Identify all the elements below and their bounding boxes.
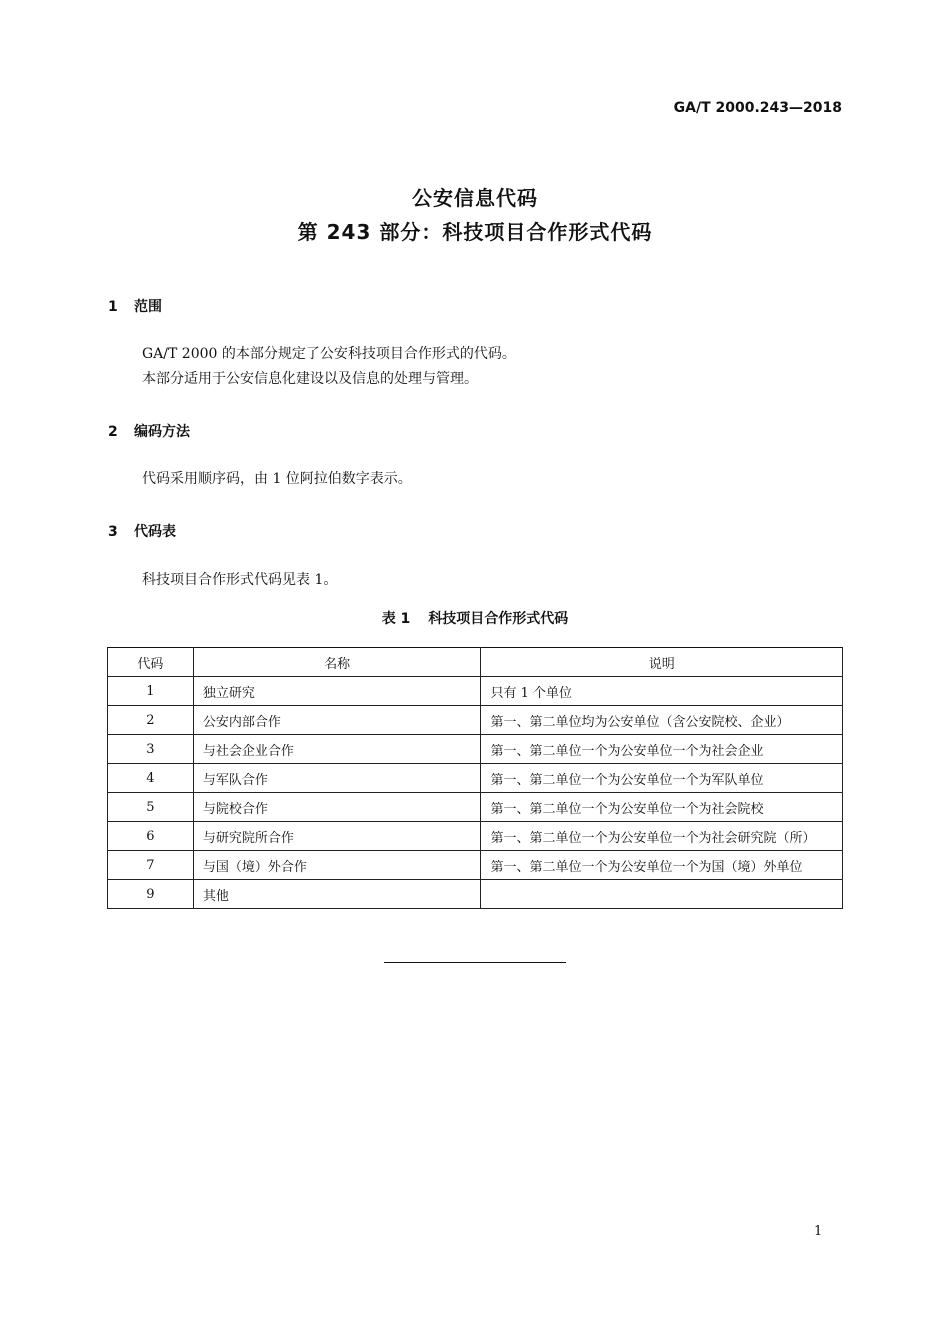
header-name: 名称 xyxy=(193,648,481,677)
table-row xyxy=(108,677,843,706)
table-row xyxy=(108,764,843,793)
table-row xyxy=(108,735,843,764)
paragraph: 本部分适用于公安信息化建设以及信息的处理与管理。 xyxy=(142,371,478,387)
cell-code: 2 xyxy=(108,706,194,735)
table-row xyxy=(108,822,843,851)
cell-code: 7 xyxy=(108,851,194,880)
section-number: 1 xyxy=(108,299,118,315)
table-header-row xyxy=(108,648,843,677)
cell-code: 9 xyxy=(108,880,194,909)
table-caption-number: 表 1 xyxy=(381,611,411,627)
cell-name: 独立研究 xyxy=(193,677,481,706)
header-description: 说明 xyxy=(481,648,843,677)
table-row xyxy=(108,851,843,880)
section-title: 编码方法 xyxy=(134,424,190,440)
cell-code: 6 xyxy=(108,822,194,851)
table-caption-title: 科技项目合作形式代码 xyxy=(428,611,569,627)
cell-description: 第一、第二单位一个为公安单位一个为军队单位 xyxy=(481,764,843,793)
cell-name: 其他 xyxy=(193,880,481,909)
cell-code: 4 xyxy=(108,764,194,793)
header-code: 代码 xyxy=(108,648,194,677)
section-heading-scope xyxy=(108,296,162,316)
section-heading-code-table xyxy=(108,521,176,541)
table-row xyxy=(108,706,843,735)
paragraph: 代码采用顺序码，由 1 位阿拉伯数字表示。 xyxy=(142,471,412,487)
end-rule xyxy=(384,962,566,963)
cell-name: 公安内部合作 xyxy=(193,706,481,735)
cell-description: 只有 1 个单位 xyxy=(481,677,843,706)
cell-description: 第一、第二单位均为公安单位（含公安院校、企业） xyxy=(481,706,843,735)
cell-name: 与研究院所合作 xyxy=(193,822,481,851)
section-heading-encoding xyxy=(108,421,190,441)
table-caption xyxy=(0,608,950,628)
cell-name: 与院校合作 xyxy=(193,793,481,822)
cell-description: 第一、第二单位一个为公安单位一个为社会研究院（所） xyxy=(481,822,843,851)
cell-description xyxy=(481,880,843,909)
cell-code: 3 xyxy=(108,735,194,764)
cell-description: 第一、第二单位一个为公安单位一个为社会院校 xyxy=(481,793,843,822)
cell-name: 与社会企业合作 xyxy=(193,735,481,764)
document-title-line2: 第 243 部分：科技项目合作形式代码 xyxy=(297,220,653,244)
cell-code: 5 xyxy=(108,793,194,822)
standard-number: GA/T 2000.243—2018 xyxy=(673,100,842,116)
section-title: 代码表 xyxy=(134,524,176,540)
cell-code: 1 xyxy=(108,677,194,706)
paragraph: 科技项目合作形式代码见表 1。 xyxy=(142,572,338,588)
cell-description: 第一、第二单位一个为公安单位一个为社会企业 xyxy=(481,735,843,764)
cell-name: 与国（境）外合作 xyxy=(193,851,481,880)
table-row xyxy=(108,793,843,822)
paragraph: GA/T 2000 的本部分规定了公安科技项目合作形式的代码。 xyxy=(142,346,516,362)
cell-name: 与军队合作 xyxy=(193,764,481,793)
section-number: 3 xyxy=(108,524,118,540)
document-title-line1: 公安信息代码 xyxy=(412,186,538,210)
code-table xyxy=(107,647,843,909)
section-title: 范围 xyxy=(134,299,162,315)
page-number: 1 xyxy=(814,1224,823,1239)
section-number: 2 xyxy=(108,424,118,440)
cell-description: 第一、第二单位一个为公安单位一个为国（境）外单位 xyxy=(481,851,843,880)
table-row xyxy=(108,880,843,909)
